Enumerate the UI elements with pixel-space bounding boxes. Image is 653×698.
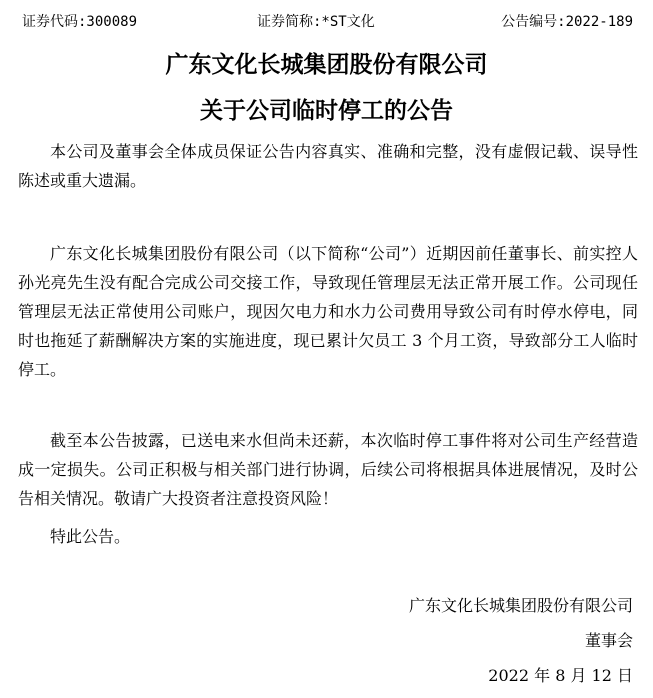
stock-code: 证券代码:300089 [22,14,138,30]
announcement-number: 公告编号:2022-189 [501,14,633,30]
document-header [0,0,653,36]
signature-board: 董事会 [584,631,633,650]
closing-line: 特此公告。 [50,527,131,546]
board-statement: 本公司及董事会全体成员保证公告内容真实、准确和完整，没有虚假记载、误导性陈述或重大遗漏。 [18,142,638,190]
signature-company: 广东文化长城集团股份有限公司 [408,596,633,615]
body-paragraph-2: 截至本公告披露，已送电来水但尚未还薪，本次临时停工事件将对公司生产经营造成一定损失。公司正积极与相关部门进行协调，后续公司将根据具体进展情况，及时公告相关情况。敬请广大投资者注意投资风险！ [18,431,638,508]
signature-date: 2022 年 8 月 12 日 [488,666,633,685]
company-title: 广东文化长城集团股份有限公司 [165,52,488,78]
body-paragraph-1: 广东文化长城集团股份有限公司（以下简称“公司”）近期因前任董事长、前实控人孙光亮先生没有配合完成公司交接工作，导致现任管理层无法正常开展工作。公司现任管理层无法正常使用公司账户，现因欠电力和水力公司费用导致公司有时停水停电，同时也拖延了薪酬解决方案的实施进度，现已累计欠员工 3 个月工资，导致部分工人临时停工。 [18,244,638,379]
stock-abbreviation: 证券简称:*ST文化 [257,14,375,30]
announcement-title: 关于公司临时停工的公告 [200,98,453,124]
